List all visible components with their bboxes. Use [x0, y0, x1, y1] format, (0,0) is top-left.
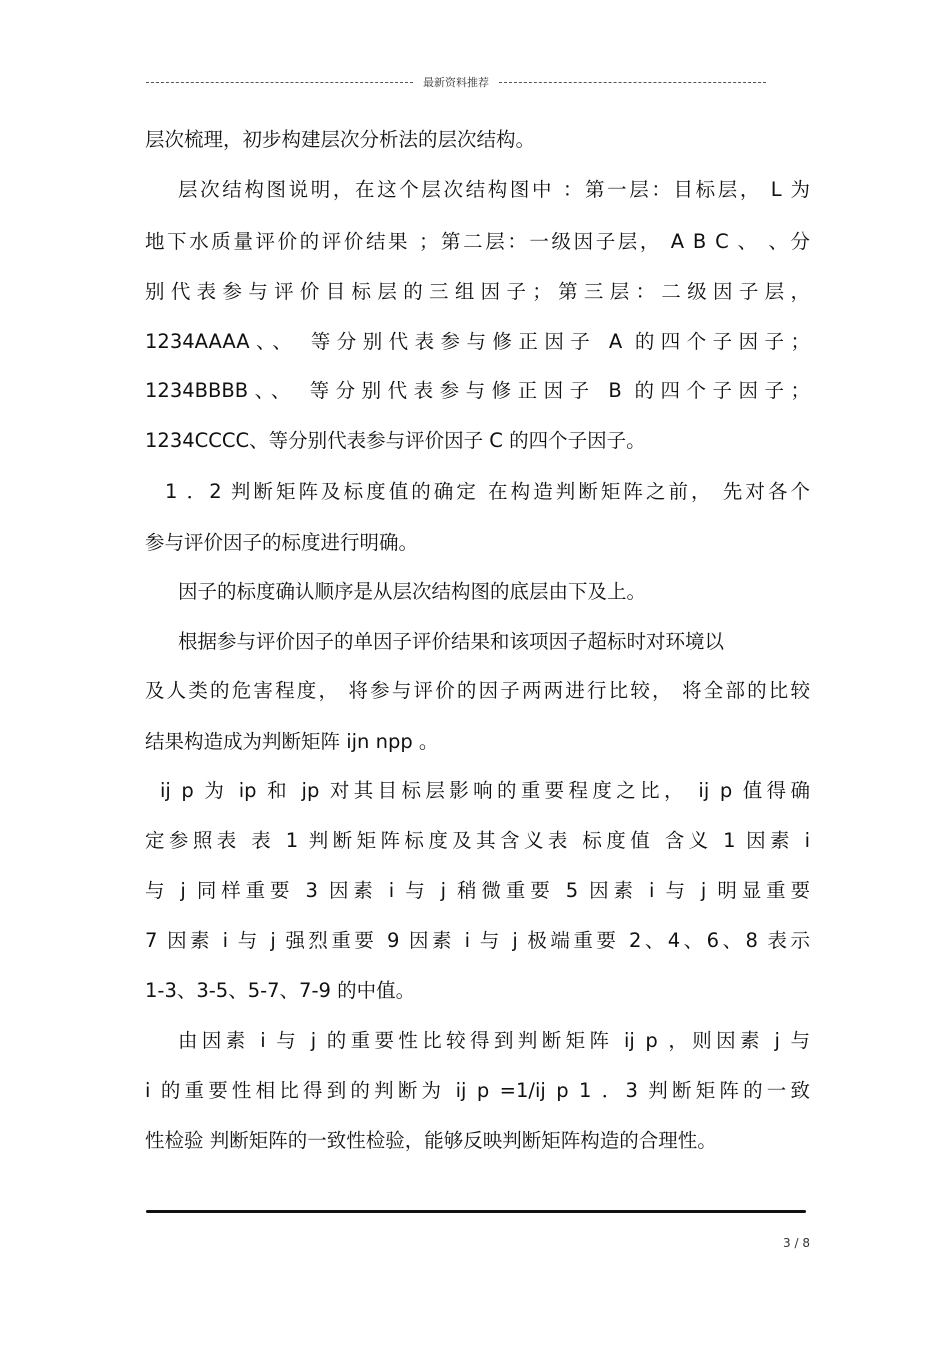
- text-line: 性检验 判断矩阵的一致性检验，能够反映判断矩阵构造的合理性。: [145, 1129, 717, 1152]
- text-line: 1234CCCC、等分别代表参与评价因子 C 的四个子因子。: [145, 429, 646, 452]
- text-line: i 的重要性相比得到的判断为 ij p =1/ij p 1 ．3 判断矩阵的一致: [145, 1079, 810, 1102]
- text-line: 定参照表 表 1 判断矩阵标度及其含义表 标度值 含义 1 因素 i: [145, 829, 810, 852]
- text-line: 因子的标度确认顺序是从层次结构图的底层由下及上。: [178, 580, 647, 603]
- text-line: 7 因素 i 与 j 强烈重要 9 因素 i 与 j 极端重要 2、4、6、8 表示: [145, 929, 810, 952]
- text-line: 1-3、3-5、5-7、7-9 的中值。: [145, 979, 416, 1002]
- text-line: 结果构造成为判断矩阵 ijn npp 。: [145, 730, 439, 753]
- text-line: 地下水质量评价的评价结果 ；第二层：一级因子层， A B C 、 、分: [145, 230, 810, 253]
- text-line: 1234AAAA、、 等分别代表参与修正因子 A 的四个子因子；: [145, 330, 810, 353]
- header-title: 最新资料推荐: [423, 76, 489, 89]
- header-left-rule: [146, 82, 413, 83]
- text-line: 1 ．2 判断矩阵及标度值的确定 在构造判断矩阵之前， 先对各个: [165, 480, 810, 503]
- text-line: 层次梳理，初步构建层次分析法的层次结构。: [145, 128, 536, 151]
- text-line: 根据参与评价因子的单因子评价结果和该项因子超标时对环境以: [178, 630, 725, 653]
- header-right-rule: [499, 82, 766, 83]
- footer-rule: [146, 1210, 806, 1213]
- text-line: 层次结构图说明，在这个层次结构图中 ：第一层：目标层， L 为: [178, 178, 810, 201]
- text-line: 及人类的危害程度， 将参与评价的因子两两进行比较， 将全部的比较: [145, 679, 810, 702]
- text-line: 别代表参与评价目标层的三组因子；第三层：二级因子层，: [145, 280, 810, 303]
- text-line: 由因素 i 与 j 的重要性比较得到判断矩阵 ij p ，则因素 j 与: [178, 1029, 810, 1052]
- text-line: 与 j 同样重要 3 因素 i 与 j 稍微重要 5 因素 i 与 j 明显重要: [145, 879, 810, 902]
- text-line: 参与评价因子的标度进行明确。: [145, 531, 419, 554]
- page-number: 3 / 8: [783, 1236, 810, 1250]
- text-line: 1234BBBB、、 等分别代表参与修正因子 B 的四个子因子；: [145, 379, 810, 402]
- page-header: [146, 72, 766, 92]
- text-line: ij p 为 ip 和 jp 对其目标层影响的重要程度之比， ij p 值得确: [160, 779, 810, 802]
